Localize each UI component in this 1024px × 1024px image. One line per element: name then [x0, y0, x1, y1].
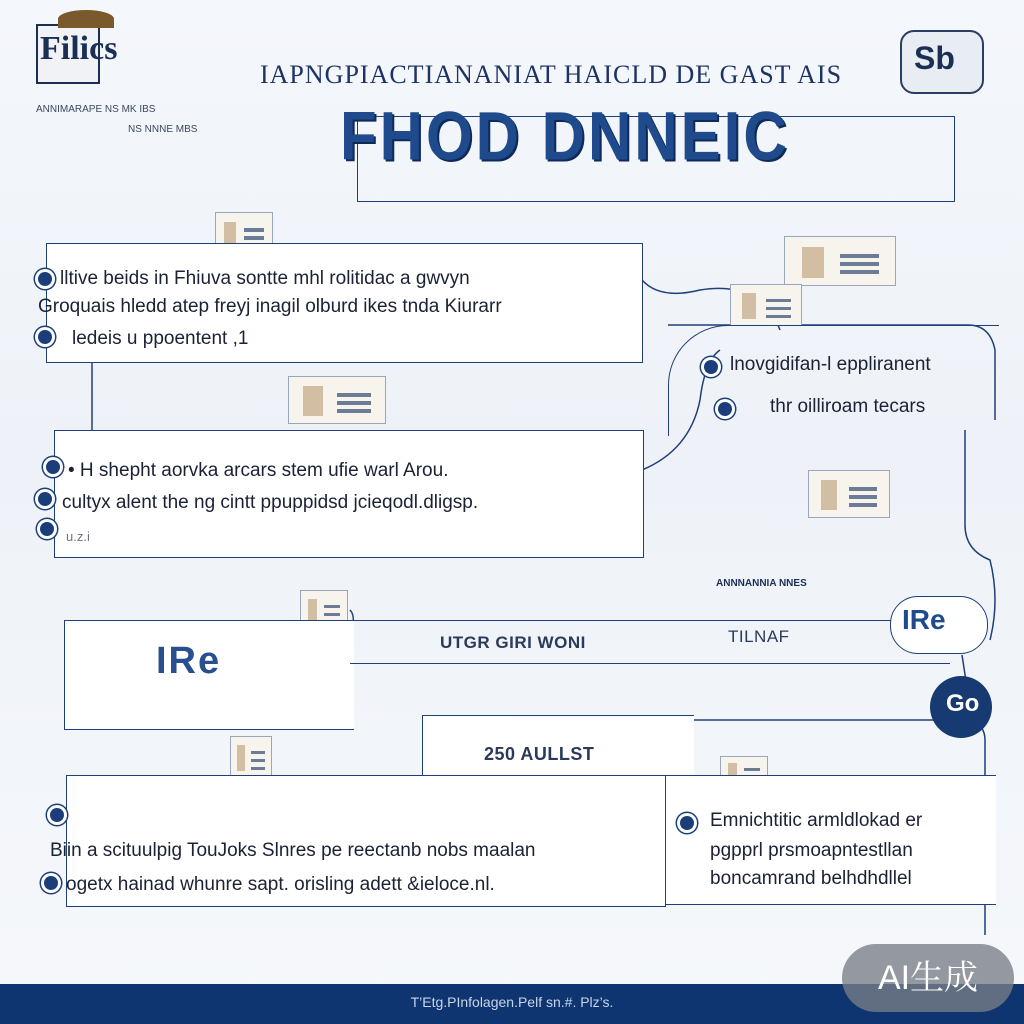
box2-line1: • H shepht aorvka arcars stem ufie warl Arou.: [68, 460, 449, 481]
logo-right-text: Sb: [914, 40, 955, 76]
header-subtitle: IAPNGPIACTIANANIAT HAICLD DE GAST AIS: [260, 60, 843, 89]
logo-caption-line1: ANNIMARAPE NS MK IBS: [36, 104, 156, 115]
box1-line1: lltive beids in Fhiuva sontte mhl rolitidac a gwvyn: [60, 268, 470, 289]
box2-line2: cultyx alent the ng cintt ppuppidsd jcieqodl.dligsp.: [62, 492, 479, 513]
callout-line1: lnovgidifan-l eppliranent: [730, 354, 931, 375]
box3-label: 250 AULLST: [484, 744, 595, 764]
mid-label-center: UTGR GIRI WONI: [440, 633, 586, 652]
target-circle-text: Go: [946, 690, 980, 717]
box5-line2: pgpprl prsmoapntestllan: [710, 840, 913, 861]
box5-line3: boncamrand belhdhdllel: [710, 868, 912, 889]
city-sketch-icon: [808, 470, 890, 518]
box4-line1: Biin a scituulpig TouJoks Slnres pe reectanb nobs maalan: [50, 840, 536, 861]
chart-sketch-icon: [730, 284, 802, 326]
logo-swoosh-icon: [58, 10, 114, 28]
bullet-dot: [50, 808, 64, 822]
bullet-dot: [704, 360, 718, 374]
bullet-dot: [38, 272, 52, 286]
mid-badge-text: IRe: [902, 604, 946, 635]
box1-line3: ledeis u ppoentent ,1: [72, 328, 249, 349]
logo-left-text: Filics: [40, 30, 118, 67]
bullet-dot: [38, 330, 52, 344]
bullet-dot: [46, 460, 60, 474]
bullet-dot: [44, 876, 58, 890]
box2-line3: u.z.i: [66, 529, 90, 544]
mid-sketch-text: IRe: [156, 640, 222, 682]
bullet-dot: [718, 402, 732, 416]
footer-text: T’Etg.PInfolagen.Pelf sn.#. Plz’s.: [410, 994, 614, 1010]
bullet-dot: [40, 522, 54, 536]
page-title: FHOD DNNEIC: [340, 97, 790, 175]
mid-caption-right: ANNNANNIA NNES: [716, 578, 807, 589]
box5-line1: Emnichtitic armldlokad er: [710, 810, 923, 831]
logo-caption-line2: NS NNNE MBS: [128, 124, 198, 135]
bullet-dot: [680, 816, 694, 830]
bullet-dot: [38, 492, 52, 506]
box1-line2: Groquais hledd atep freyj inagil olburd ikes tnda Kiurarr: [38, 296, 502, 317]
note-sketch-icon: [288, 376, 386, 424]
mid-label-right: TILNAF: [728, 627, 790, 646]
box4-line2: ogetx hainad whunre sapt. orisling adett &ieloce.nl.: [66, 874, 495, 895]
ai-generated-badge: AI生成: [842, 944, 1014, 1012]
cabinet-sketch-icon: [230, 736, 272, 778]
building-sketch-icon: [784, 236, 896, 286]
callout-line2: thr oilliroam tecars: [770, 396, 926, 417]
